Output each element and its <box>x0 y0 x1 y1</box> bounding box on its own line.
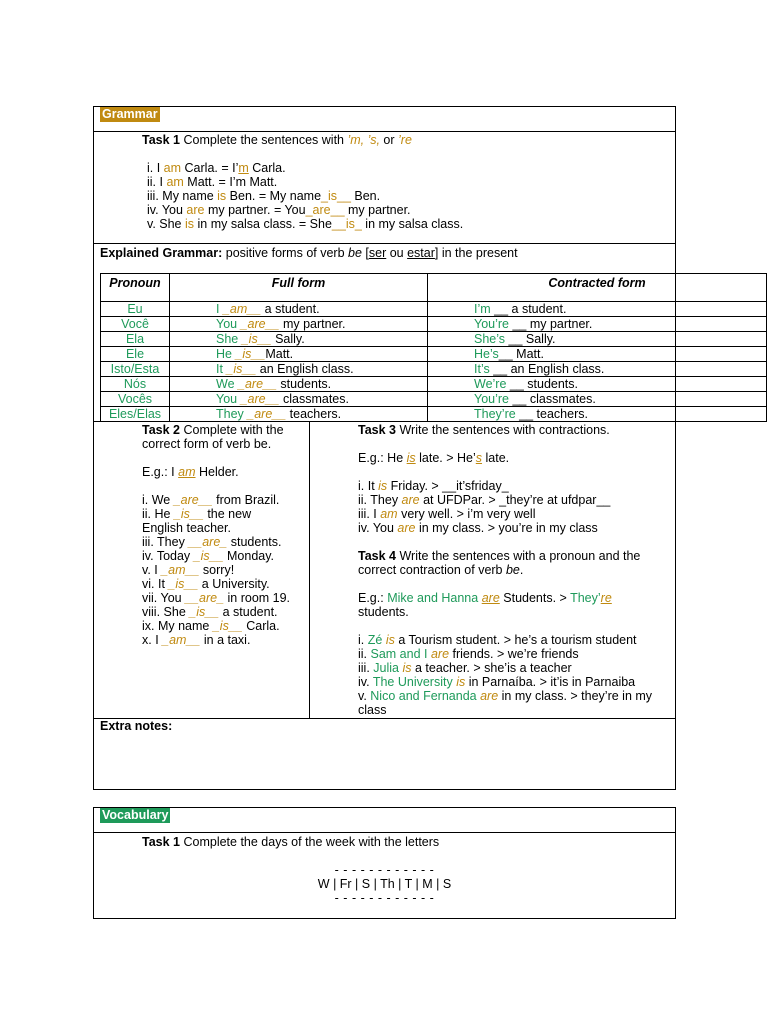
task2: Task 2 Complete with the correct form of verb be. E.g.: I am Helder. i. We _are__ from Brazil. ii. He _is__ the new English teacher. iii. They __are_ students. iv. Today _is__ Monday. v. I _am__ sorry! vi. It _is__ a University. vii. You __are_ in room 19. viii. She _is__ a student. ix. My name _is__ Carla. x. I _am__ in a taxi. <box>142 423 291 647</box>
table-row <box>101 392 767 407</box>
vocab-task1-instruction: Task 1 Complete the days of the week with the letters <box>142 835 440 849</box>
pronoun-cell: Nós <box>101 377 170 392</box>
full-form-cell: You _are__ classmates. <box>170 392 428 407</box>
full-form-cell: I _am__ a student. <box>170 302 428 317</box>
pronoun-cell: Ela <box>101 332 170 347</box>
task1-line: ii. I am Matt. = I’m Matt. <box>147 175 278 189</box>
contracted-cell: You’re __ my partner. <box>428 317 767 332</box>
table-row <box>101 407 767 422</box>
task3-line: i. It is Friday. > __it’sfriday_ <box>358 479 509 493</box>
task2-line: ii. He _is__ the new <box>142 507 252 521</box>
task1-instruction: Task 1 Complete the sentences with ’m, ’s, or ’re <box>142 133 412 147</box>
day-letters: W | Fr | S | Th | T | M | S <box>317 877 452 891</box>
task2-line: vi. It _is__ a University. <box>142 577 270 591</box>
task2-line: i. We _are__ from Brazil. <box>142 493 280 507</box>
pronoun-cell: Vocês <box>101 392 170 407</box>
column-header: Full form <box>170 274 428 302</box>
grammar-label: Grammar <box>102 107 158 121</box>
contracted-cell: You’re __ classmates. <box>428 392 767 407</box>
pronoun-cell: Ele <box>101 347 170 362</box>
task4-example: E.g.: Mike and Hanna are Students. > They’re <box>358 591 612 605</box>
divider <box>94 832 675 833</box>
pronoun-cell: Eles/Elas <box>101 407 170 422</box>
explained-grammar: Explained Grammar: positive forms of verb be [ser ou estar] in the present <box>100 246 518 260</box>
dashes-bottom: - - - - - - - - - - - - <box>334 891 435 905</box>
dashes-top: - - - - - - - - - - - - <box>334 863 435 877</box>
table-row <box>101 362 767 377</box>
table-row <box>101 377 767 392</box>
full-form-cell: He _is__Matt. <box>170 347 428 362</box>
table-row <box>101 302 767 317</box>
pronoun-cell: Eu <box>101 302 170 317</box>
divider <box>94 243 675 244</box>
task2-example: E.g.: I am Helder. <box>142 465 239 479</box>
task2-line: ix. My name _is__ Carla. <box>142 619 280 633</box>
verb-be-table <box>100 273 767 422</box>
extra-notes-label: Extra notes: <box>100 719 173 733</box>
full-form-cell: She _is__ Sally. <box>170 332 428 347</box>
pronoun-cell: Você <box>101 317 170 332</box>
task4-line: v. Nico and Fernanda are in my class. > they’re in my <box>358 689 653 703</box>
task2-line: v. I _am__ sorry! <box>142 563 235 577</box>
table-row <box>101 332 767 347</box>
task2-line: iii. They __are_ students. <box>142 535 282 549</box>
contracted-cell: He’s__ Matt. <box>428 347 767 362</box>
task1-list <box>147 161 463 231</box>
task2-line: viii. She _is__ a student. <box>142 605 278 619</box>
full-form-cell: We _are__ students. <box>170 377 428 392</box>
task2-line: iv. Today _is__ Monday. <box>142 549 275 563</box>
task2-line: English teacher. <box>142 521 231 535</box>
full-form-cell: It _is__ an English class. <box>170 362 428 377</box>
task4-line: ii. Sam and I are friends. > we’re friends <box>358 647 579 661</box>
table-row <box>101 317 767 332</box>
task3-line: iv. You are in my class. > you’re in my class <box>358 521 598 535</box>
task4-line: iv. The University is in Parnaíba. > it’is in Parnaiba <box>358 675 636 689</box>
full-form-cell: You _are__ my partner. <box>170 317 428 332</box>
task1-line: iv. You are my partner. = You_are__ my partner. <box>147 203 411 217</box>
contracted-cell: It’s __ an English class. <box>428 362 767 377</box>
task3: Task 3 Write the sentences with contractions. E.g.: He is late. > He’s late. i. It is Friday. > __it’sfriday_ ii. They are at UFDPar. > _they’re at ufdpar__ iii. I am very well. > i’m very well iv. You are in my class. > you’re in my class Task 4 Write the sentences with a pronoun and the correct contraction of verb be. E.g.: Mike and Hanna are Students. > They’re students. i. Zé is a Tourism student. > he’s a tourism student ii. Sam and I are friends. > we’re friends iii. Julia is a teacher. > she’is a teacher iv. The University is in Parnaíba. > it’is in Parnaiba v. Nico and Fernanda are in my class. > they’re in my class <box>358 423 653 717</box>
column-header: Contracted form <box>428 274 767 302</box>
task2-line: vii. You __are_ in room 19. <box>142 591 291 605</box>
grammar-section <box>93 106 676 790</box>
table-header-row <box>101 274 767 302</box>
task3-example: E.g.: He is late. > He’s late. <box>358 451 510 465</box>
task1-line: iii. My name is Ben. = My name_is__ Ben. <box>147 189 381 203</box>
task3-line: iii. I am very well. > i’m very well <box>358 507 536 521</box>
task1-line: v. She is in my salsa class. = She__is_ in my salsa class. <box>147 217 464 231</box>
contracted-cell: They’re __ teachers. <box>428 407 767 422</box>
divider <box>94 131 675 132</box>
vocabulary-section <box>93 807 676 919</box>
task1-line: i. I am Carla. = I’m Carla. <box>147 161 286 175</box>
divider <box>94 421 675 422</box>
divider <box>94 718 675 719</box>
column-divider <box>309 421 310 718</box>
full-form-cell: They _are__ teachers. <box>170 407 428 422</box>
column-header: Pronoun <box>101 274 170 302</box>
contracted-cell: She’s __ Sally. <box>428 332 767 347</box>
contracted-cell: I’m __ a student. <box>428 302 767 317</box>
task4-line: i. Zé is a Tourism student. > he’s a tourism student <box>358 633 637 647</box>
contracted-cell: We’re __ students. <box>428 377 767 392</box>
task2-line: x. I _am__ in a taxi. <box>142 633 251 647</box>
pronoun-cell: Isto/Esta <box>101 362 170 377</box>
vocabulary-label: Vocabulary <box>102 808 169 822</box>
task4-line: iii. Julia is a teacher. > she’is a teacher <box>358 661 572 675</box>
task3-line: ii. They are at UFDPar. > _they’re at ufdpar__ <box>358 493 611 507</box>
table-row <box>101 347 767 362</box>
